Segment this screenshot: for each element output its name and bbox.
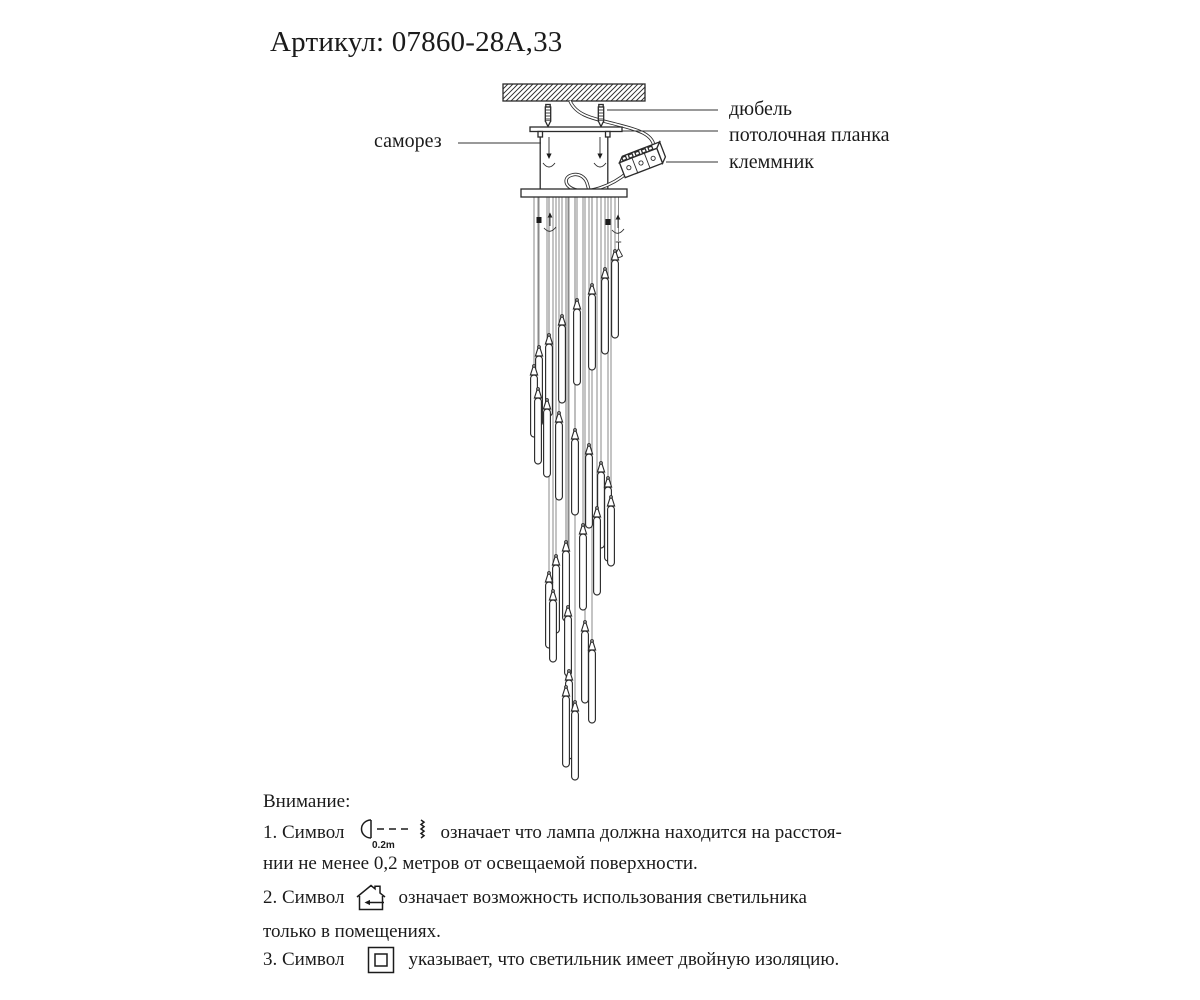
dowel-right-icon bbox=[598, 105, 603, 127]
warning-item-3-prefix: 3. Символ bbox=[263, 949, 345, 970]
label-samorez: саморез bbox=[374, 130, 442, 152]
pendant-drop bbox=[601, 268, 608, 354]
ceiling-hatch bbox=[503, 84, 645, 101]
warning-item-2 bbox=[263, 883, 807, 912]
screw-right-icon bbox=[594, 137, 606, 167]
pendant-drop bbox=[579, 524, 586, 610]
dowel-left-icon bbox=[545, 105, 550, 127]
pendant-drop bbox=[593, 507, 600, 595]
warning-item-3 bbox=[263, 945, 839, 975]
pendant-drop bbox=[581, 621, 588, 703]
pendant-drop bbox=[564, 606, 571, 676]
double-insulation-icon bbox=[366, 945, 396, 975]
pendant-drop bbox=[611, 250, 618, 338]
pendant-drop bbox=[588, 284, 595, 370]
pendant-group bbox=[530, 250, 618, 780]
canopy-wire bbox=[566, 172, 628, 191]
warning-item-1-text2: нии не менее 0,2 метров от освещаемой поверхности. bbox=[263, 853, 698, 874]
warning-heading: Внимание: bbox=[263, 791, 351, 812]
canopy-bar bbox=[521, 189, 627, 197]
pendant-drop bbox=[543, 399, 550, 477]
pendant-drop bbox=[571, 429, 578, 515]
pendant-drop bbox=[549, 590, 556, 662]
warning-item-1 bbox=[263, 817, 842, 849]
warning-item-2-prefix: 2. Символ bbox=[263, 886, 345, 908]
pendant-drop bbox=[573, 299, 580, 385]
ceiling bbox=[503, 84, 645, 101]
pendant-drop bbox=[558, 315, 565, 403]
page-title: Артикул: 07860-28А,33 bbox=[270, 26, 563, 58]
label-planka: потолочная планка bbox=[729, 124, 890, 146]
terminal-block bbox=[618, 142, 668, 178]
pendant-drop bbox=[571, 701, 578, 780]
warning-item-3-text: указывает, что светильник имеет двойную изоляцию. bbox=[408, 949, 840, 970]
ceiling-plate bbox=[530, 127, 622, 137]
house-icon bbox=[354, 883, 388, 912]
pendant-drop bbox=[562, 686, 569, 767]
pendant-drop bbox=[534, 388, 541, 464]
screw-left-icon bbox=[543, 137, 555, 167]
pendant-drop bbox=[588, 640, 595, 723]
lamp-distance-icon bbox=[358, 817, 434, 849]
warning-item-2-text: означает возможность использования светильника bbox=[398, 886, 807, 908]
warning-item-1-prefix: 1. Символ bbox=[263, 822, 345, 843]
pendant-drop bbox=[607, 496, 614, 566]
pendant-drop bbox=[585, 444, 592, 528]
warning-item-1-text: означает что лампа должна находится на расстоя- bbox=[440, 822, 842, 843]
warning-item-2-text2: только в помещениях. bbox=[263, 921, 441, 942]
label-klemmnik: клеммник bbox=[729, 151, 815, 173]
label-dyubel: дюбель bbox=[729, 98, 793, 120]
pendant-drop bbox=[555, 412, 562, 500]
supply-wire bbox=[570, 101, 654, 149]
lamp-distance-value: 0.2m bbox=[372, 840, 396, 849]
